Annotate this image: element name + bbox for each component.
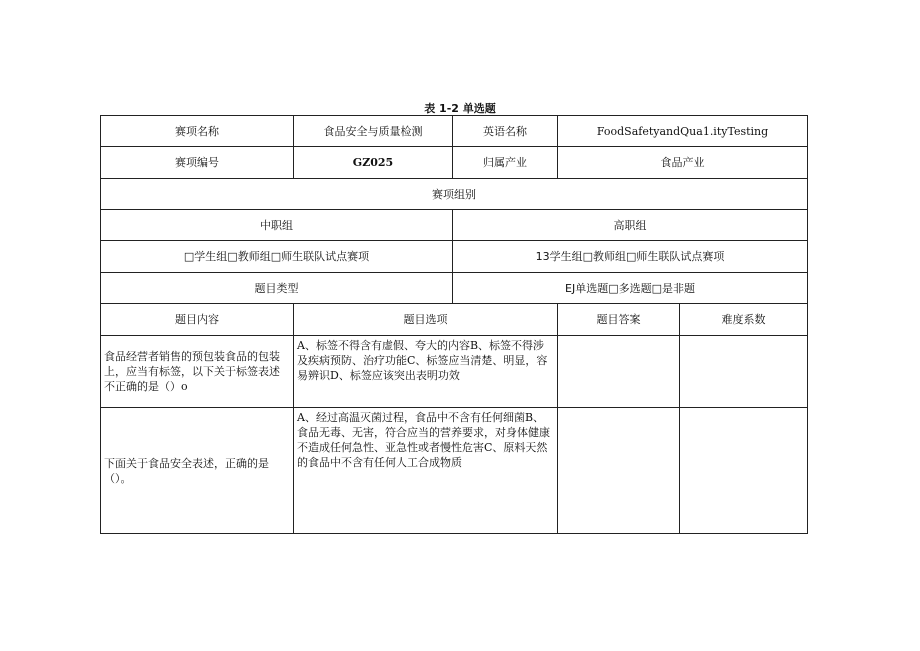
column-header-answer: 题目答案: [558, 304, 680, 336]
event-name-value: 食品安全与质量检测: [294, 116, 453, 147]
column-header-content: 题目内容: [101, 304, 294, 336]
english-name-value: FoodSafetyandQua1.ityTesting: [558, 116, 808, 147]
table-row: [101, 179, 808, 210]
table-row: [101, 116, 808, 147]
table-caption: 表 1-2 单选题: [424, 102, 496, 115]
competition-info-table: [100, 115, 808, 534]
table-row: [101, 147, 808, 179]
question-answer: [558, 408, 680, 534]
group-header: 赛项组别: [101, 179, 808, 210]
secondary-group-label: 中职组: [101, 210, 453, 241]
question-difficulty: [680, 336, 808, 408]
higher-group-label: 高职组: [453, 210, 808, 241]
event-code-label: 赛项编号: [101, 147, 294, 179]
english-name-label: 英语名称: [453, 116, 558, 147]
question-row: [101, 408, 808, 534]
question-difficulty: [680, 408, 808, 534]
question-content: 下面关于食品安全表述，正确的是（）。: [101, 408, 294, 534]
secondary-group-options: □学生组□教师组□师生联队试点赛项: [101, 241, 453, 273]
table-row: [101, 210, 808, 241]
question-content: 食品经营者销售的预包装食品的包装上，应当有标签，以下关于标签表述不正确的是（）o: [101, 336, 294, 408]
table-row: [101, 241, 808, 273]
table-header-row: [101, 304, 808, 336]
industry-value: 食品产业: [558, 147, 808, 179]
event-name-label: 赛项名称: [101, 116, 294, 147]
industry-label: 归属产业: [453, 147, 558, 179]
question-type-label: 题目类型: [101, 273, 453, 304]
column-header-difficulty: 难度系数: [680, 304, 808, 336]
column-header-options: 题目选项: [294, 304, 558, 336]
table-row: [101, 273, 808, 304]
question-row: [101, 336, 808, 408]
question-options: A、经过高温灭菌过程，食品中不含有任何细菌B、食品无毒、无害，符合应当的营养要求，对身体健康不造成任何急性、亚急性或者慢性危害C、原料天然的食品中不含有任何人工合成物质: [294, 408, 558, 534]
question-type-value: EJ单选题□多选题□是非题: [453, 273, 808, 304]
event-code-value: GZ025: [294, 147, 453, 179]
question-answer: [558, 336, 680, 408]
higher-group-options: 13学生组□教师组□师生联队试点赛项: [453, 241, 808, 273]
question-options: A、标签不得含有虚假、夸大的内容B、标签不得涉及疾病预防、治疗功能C、标签应当清楚、明显，容易辨识D、标签应该突出表明功效: [294, 336, 558, 408]
